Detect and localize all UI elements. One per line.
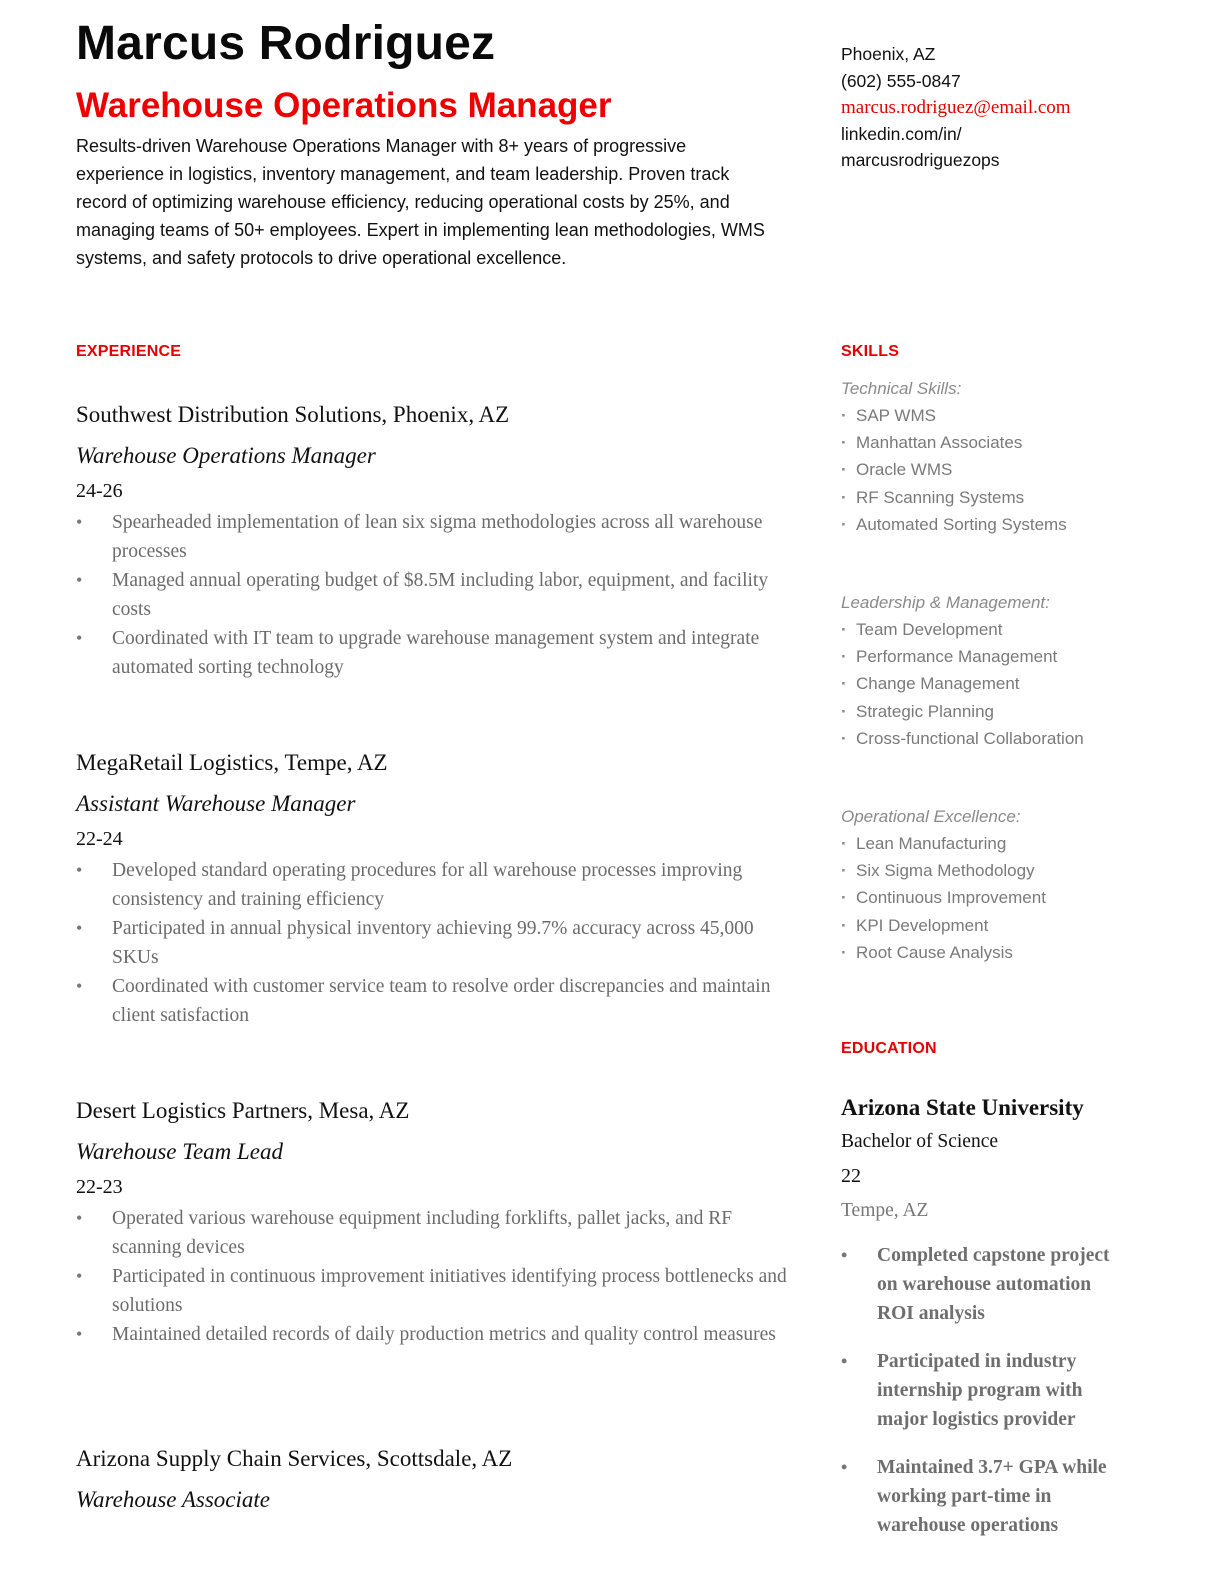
candidate-title: Warehouse Operations Manager <box>76 86 612 125</box>
education-location: Tempe, AZ <box>841 1200 929 1221</box>
skill-item: · Cross-functional Collaboration <box>841 725 1121 752</box>
education-bullets <box>841 1241 1121 1540</box>
skill-item: · Change Management <box>841 670 1121 697</box>
skill-item: · Strategic Planning <box>841 698 1121 725</box>
job-bullet: • Coordinated with customer service team to resolve order discrepancies and maintain client satisfaction <box>76 972 796 1030</box>
skill-item: · Team Development <box>841 616 1121 643</box>
job-bullets <box>76 856 796 1030</box>
job-company: Arizona Supply Chain Services, Scottsdale, AZ <box>76 1446 513 1471</box>
job-company: Southwest Distribution Solutions, Phoenix, AZ <box>76 402 510 427</box>
job-entry-3 <box>76 1095 796 1349</box>
skill-group-leadership <box>841 589 1121 752</box>
education-bullet: • Completed capstone project on warehouse automation ROI analysis <box>841 1241 1121 1328</box>
skill-item: · Oracle WMS <box>841 456 1121 483</box>
job-company: MegaRetail Logistics, Tempe, AZ <box>76 750 388 775</box>
job-entry-4 <box>76 1443 796 1516</box>
job-dates: 24-26 <box>76 480 123 502</box>
skill-item: · Manhattan Associates <box>841 429 1121 456</box>
job-entry-2 <box>76 747 796 1030</box>
skill-item: · Lean Manufacturing <box>841 830 1121 857</box>
job-company: Desert Logistics Partners, Mesa, AZ <box>76 1098 410 1123</box>
skill-item: · Continuous Improvement <box>841 884 1121 911</box>
job-bullet: • Developed standard operating procedures for all warehouse processes improving consistency and training efficiency <box>76 856 796 914</box>
skill-item: · SAP WMS <box>841 402 1121 429</box>
skill-list <box>841 830 1121 966</box>
education-bullet: • Participated in industry internship program with major logistics provider <box>841 1347 1121 1434</box>
skill-category: Leadership & Management: <box>841 593 1050 612</box>
education-school: Arizona State University <box>841 1095 1084 1120</box>
job-entry-1 <box>76 399 796 682</box>
job-bullet: • Coordinated with IT team to upgrade warehouse management system and integrate automated sorting technology <box>76 624 796 682</box>
skill-item: · Automated Sorting Systems <box>841 511 1121 538</box>
skill-item: · RF Scanning Systems <box>841 484 1121 511</box>
job-bullet: • Operated various warehouse equipment including forklifts, pallet jacks, and RF scanning devices <box>76 1204 796 1262</box>
job-dates: 22-24 <box>76 828 123 850</box>
candidate-name: Marcus Rodriguez <box>76 17 496 70</box>
experience-heading: EXPERIENCE <box>76 343 182 360</box>
contact-email-link[interactable]: marcus.rodriguez@email.com <box>841 96 1071 118</box>
education-year: 22 <box>841 1165 861 1187</box>
skill-item: · Root Cause Analysis <box>841 939 1121 966</box>
contact-location: Phoenix, AZ <box>841 44 936 64</box>
contact-linkedin-line2[interactable]: marcusrodriguezops <box>841 150 1000 171</box>
skill-item: · Six Sigma Methodology <box>841 857 1121 884</box>
education-entry <box>841 1092 1121 1559</box>
skill-category: Operational Excellence: <box>841 807 1021 826</box>
skill-group-operational <box>841 803 1121 966</box>
job-bullet: • Participated in annual physical inventory achieving 99.7% accuracy across 45,000 SKUs <box>76 914 796 972</box>
contact-phone: (602) 555-0847 <box>841 70 961 91</box>
profile-summary: Results-driven Warehouse Operations Manager with 8+ years of progressive experience in logistics, inventory management, and team leadership. Proven track record of optimizing warehouse efficiency, reducing operational costs by 25%, and managing teams of 50+ employees. Expert in implementing lean methodologies, WMS systems, and safety protocols to drive operational excellence. <box>76 136 765 268</box>
job-bullet: • Spearheaded implementation of lean six sigma methodologies across all warehouse processes <box>76 508 796 566</box>
skill-list <box>841 402 1121 538</box>
skill-item: · Performance Management <box>841 643 1121 670</box>
job-role: Warehouse Operations Manager <box>76 443 376 468</box>
education-degree: Bachelor of Science <box>841 1131 999 1152</box>
job-dates: 22-23 <box>76 1176 123 1198</box>
skill-list <box>841 616 1121 752</box>
contact-block <box>841 41 1101 174</box>
job-bullets <box>76 1204 796 1349</box>
job-role: Warehouse Team Lead <box>76 1139 284 1164</box>
job-bullets <box>76 508 796 682</box>
education-bullet: • Maintained 3.7+ GPA while working part-time in warehouse operations <box>841 1453 1121 1540</box>
skill-group-technical <box>841 375 1121 538</box>
skill-category: Technical Skills: <box>841 379 962 398</box>
job-bullet: • Maintained detailed records of daily production metrics and quality control measures <box>76 1320 796 1349</box>
skills-heading: SKILLS <box>841 343 900 360</box>
job-role: Assistant Warehouse Manager <box>76 791 356 816</box>
contact-linkedin-line1[interactable]: linkedin.com/in/ <box>841 123 962 144</box>
job-bullet: • Managed annual operating budget of $8.5M including labor, equipment, and facility costs <box>76 566 796 624</box>
education-heading: EDUCATION <box>841 1040 937 1057</box>
skill-item: · KPI Development <box>841 912 1121 939</box>
job-bullet: • Participated in continuous improvement initiatives identifying process bottlenecks and solutions <box>76 1262 796 1320</box>
job-role: Warehouse Associate <box>76 1487 270 1512</box>
